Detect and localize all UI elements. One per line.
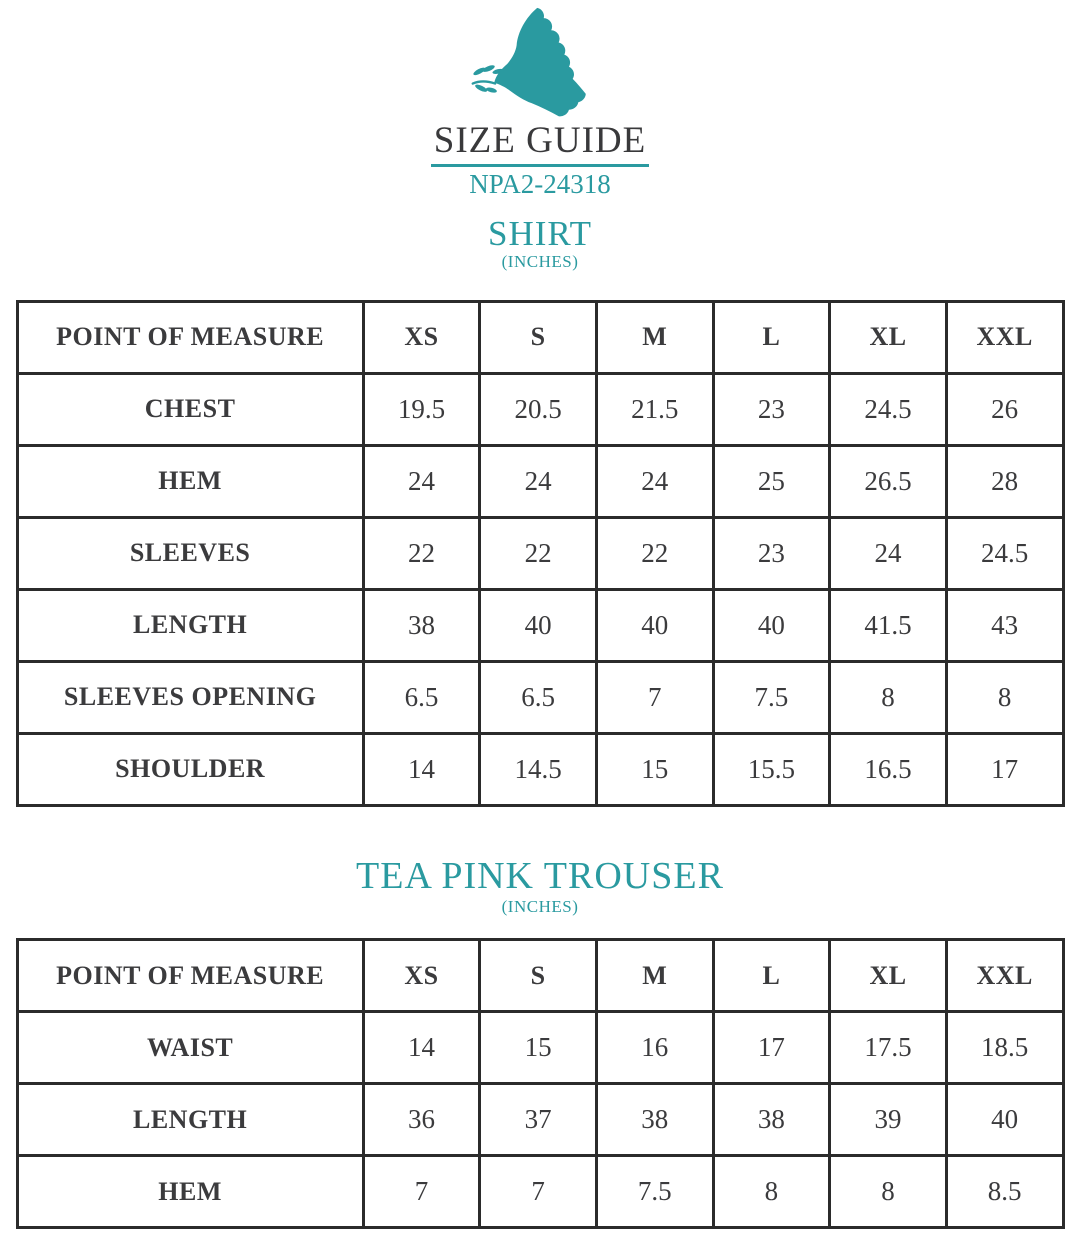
- measure-row: [17, 1012, 1063, 1084]
- measure-value: 14: [363, 1012, 480, 1084]
- column-header-size-xs: XS: [363, 940, 480, 1012]
- column-header-size-xxl: XXL: [946, 940, 1063, 1012]
- measure-label: SHOULDER: [17, 733, 363, 805]
- column-header-size-l: L: [713, 301, 830, 373]
- measure-value: 8: [830, 661, 947, 733]
- column-header-size-l: L: [713, 940, 830, 1012]
- measure-value: 40: [596, 589, 713, 661]
- measure-value: 24: [480, 445, 597, 517]
- measure-value: 24: [596, 445, 713, 517]
- measure-row: [17, 1156, 1063, 1228]
- measure-value: 7: [596, 661, 713, 733]
- measure-value: 8.5: [946, 1156, 1063, 1228]
- measure-value: 8: [830, 1156, 947, 1228]
- measure-value: 8: [946, 661, 1063, 733]
- measure-label: CHEST: [17, 373, 363, 445]
- measure-value: 38: [713, 1084, 830, 1156]
- measure-value: 28: [946, 445, 1063, 517]
- measure-value: 15.5: [713, 733, 830, 805]
- measure-value: 7.5: [713, 661, 830, 733]
- measure-value: 24.5: [830, 373, 947, 445]
- trouser-section-title: TEA PINK TROUSER: [356, 854, 724, 897]
- column-header-size-xl: XL: [830, 940, 947, 1012]
- measure-label: SLEEVES OPENING: [17, 661, 363, 733]
- measure-row: [17, 733, 1063, 805]
- measure-value: 6.5: [480, 661, 597, 733]
- section-shirt: [0, 213, 1080, 807]
- measure-label: HEM: [17, 445, 363, 517]
- measure-label: LENGTH: [17, 589, 363, 661]
- product-code: NPA2-24318: [469, 169, 611, 199]
- measure-value: 8: [713, 1156, 830, 1228]
- column-header-size-s: S: [480, 940, 597, 1012]
- measure-value: 24: [363, 445, 480, 517]
- column-header-size-m: M: [596, 301, 713, 373]
- measure-value: 17.5: [830, 1012, 947, 1084]
- column-header-size-xl: XL: [830, 301, 947, 373]
- page-title: SIZE GUIDE: [431, 122, 649, 167]
- measure-label: HEM: [17, 1156, 363, 1228]
- measure-row: [17, 445, 1063, 517]
- measure-row: [17, 661, 1063, 733]
- trouser-unit-label: (INCHES): [501, 896, 579, 916]
- measure-value: 6.5: [363, 661, 480, 733]
- measure-value: 24.5: [946, 517, 1063, 589]
- column-header-size-s: S: [480, 301, 597, 373]
- measure-value: 15: [596, 733, 713, 805]
- measure-value: 40: [946, 1084, 1063, 1156]
- measure-value: 14: [363, 733, 480, 805]
- dove-olive-branch-icon: [466, 6, 614, 120]
- column-header-point-of-measure: POINT OF MEASURE: [17, 940, 363, 1012]
- measure-value: 17: [713, 1012, 830, 1084]
- brand-header: [0, 6, 1080, 200]
- measure-value: 22: [480, 517, 597, 589]
- column-header-size-xs: XS: [363, 301, 480, 373]
- measure-value: 22: [363, 517, 480, 589]
- column-header-point-of-measure: POINT OF MEASURE: [17, 301, 363, 373]
- measure-value: 26: [946, 373, 1063, 445]
- measure-value: 38: [596, 1084, 713, 1156]
- column-header-size-m: M: [596, 940, 713, 1012]
- section-trouser: [0, 854, 1080, 1229]
- measure-label: WAIST: [17, 1012, 363, 1084]
- measure-value: 23: [713, 517, 830, 589]
- measure-value: 40: [480, 589, 597, 661]
- measure-value: 20.5: [480, 373, 597, 445]
- trouser-size-table: [16, 938, 1065, 1229]
- measure-value: 40: [713, 589, 830, 661]
- measure-value: 15: [480, 1012, 597, 1084]
- measure-value: 43: [946, 589, 1063, 661]
- measure-row: [17, 373, 1063, 445]
- measure-value: 21.5: [596, 373, 713, 445]
- measure-value: 7: [363, 1156, 480, 1228]
- measure-value: 7: [480, 1156, 597, 1228]
- measure-value: 41.5: [830, 589, 947, 661]
- measure-value: 37: [480, 1084, 597, 1156]
- shirt-size-table: [16, 300, 1065, 807]
- measure-row: [17, 1084, 1063, 1156]
- measure-value: 14.5: [480, 733, 597, 805]
- measure-value: 18.5: [946, 1012, 1063, 1084]
- shirt-unit-label: (INCHES): [501, 252, 579, 272]
- measure-value: 19.5: [363, 373, 480, 445]
- measure-value: 16.5: [830, 733, 947, 805]
- header-row: [17, 940, 1063, 1012]
- measure-value: 26.5: [830, 445, 947, 517]
- column-header-size-xxl: XXL: [946, 301, 1063, 373]
- measure-row: [17, 517, 1063, 589]
- measure-value: 17: [946, 733, 1063, 805]
- header-row: [17, 301, 1063, 373]
- measure-label: LENGTH: [17, 1084, 363, 1156]
- measure-value: 38: [363, 589, 480, 661]
- measure-value: 16: [596, 1012, 713, 1084]
- measure-row: [17, 589, 1063, 661]
- measure-value: 39: [830, 1084, 947, 1156]
- measure-value: 24: [830, 517, 947, 589]
- measure-value: 25: [713, 445, 830, 517]
- shirt-section-title: SHIRT: [487, 213, 593, 253]
- measure-value: 22: [596, 517, 713, 589]
- measure-label: SLEEVES: [17, 517, 363, 589]
- measure-value: 36: [363, 1084, 480, 1156]
- measure-value: 7.5: [596, 1156, 713, 1228]
- measure-value: 23: [713, 373, 830, 445]
